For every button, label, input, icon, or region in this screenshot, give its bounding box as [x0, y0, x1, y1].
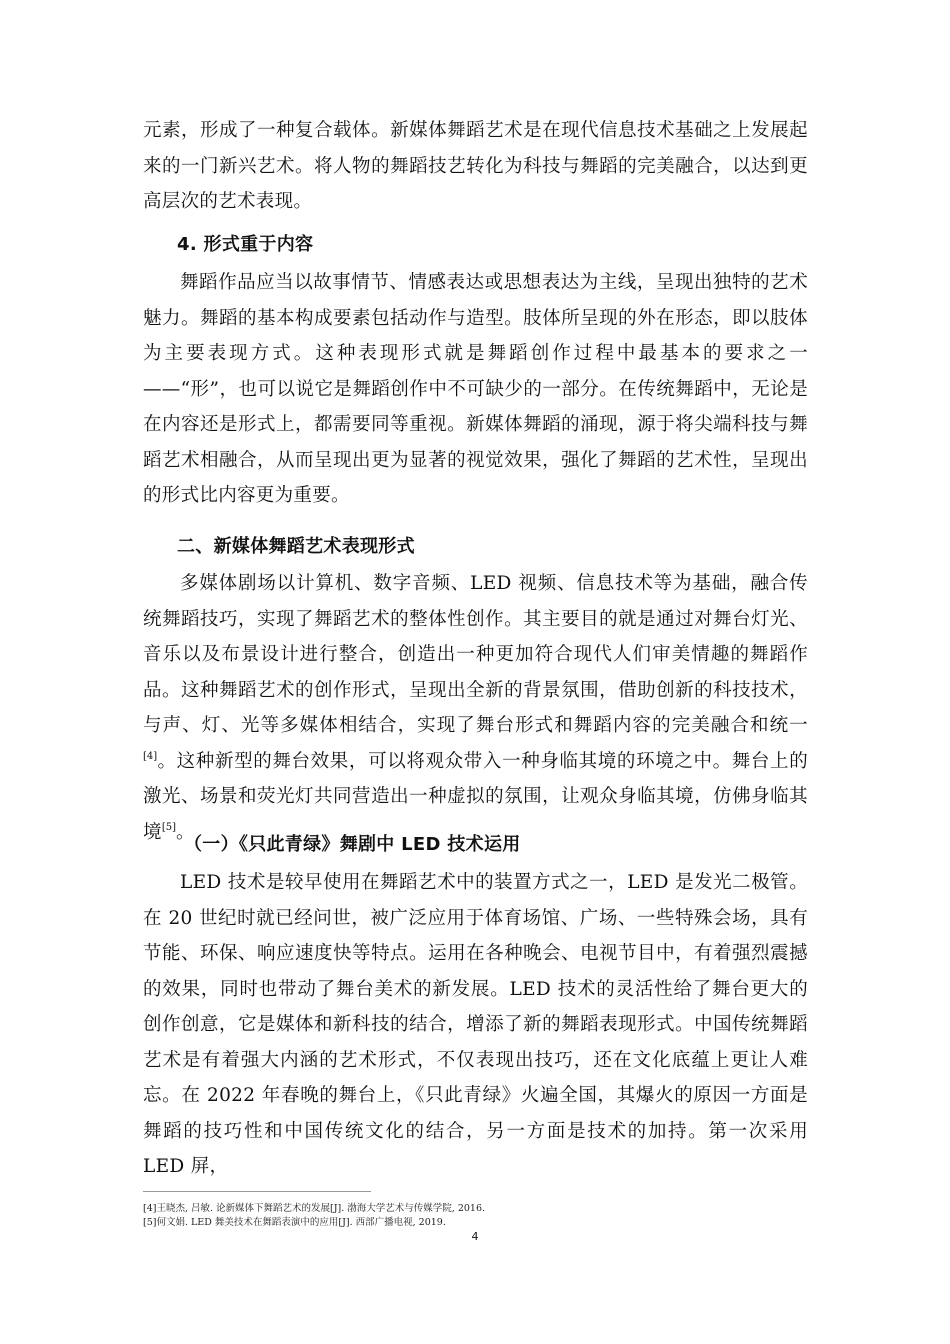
paragraph-multimedia: [143, 566, 808, 850]
paragraph-multimedia-part2: 。这种新型的舞台效果，可以将观众带入一种身临其境的环境之中。舞台上的激光、场景和荧光灯共同营造出一种虚拟的氛围，让观众身临其境，仿佛身临其境: [143, 750, 808, 843]
footnote-5: [5]何文娟. LED 舞美技术在舞蹈表演中的应用[J]. 西部广播电视, 2019.: [143, 1217, 446, 1228]
paragraph-multimedia-part3: 。: [175, 821, 195, 843]
paragraph-continued: 元素，形成了一种复合载体。新媒体舞蹈艺术是在现代信息技术基础之上发展起来的一门新兴艺术。将人物的舞蹈技艺转化为科技与舞蹈的完美融合，以达到更高层次的艺术表现。: [143, 120, 808, 212]
heading-form-over-content: 4. 形式重于内容: [177, 234, 314, 255]
paragraph-form: 舞蹈作品应当以故事情节、情感表达或思想表达为主线，呈现出独特的艺术魅力。舞蹈的基本构成要素包括动作与造型。肢体所呈现的外在形态，即以肢体为主要表现方式。这种表现形式就是舞蹈创作过程中最基本的要求之一——“形”，也可以说它是舞蹈创作中不可缺少的一部分。在传统舞蹈中，无论是在内容还是形式上，都需要同等重视。新媒体舞蹈的涌现，源于将尖端科技与舞蹈艺术相融合，从而呈现出更为显著的视觉效果，强化了舞蹈的艺术性，呈现出的形式比内容更为重要。: [143, 272, 808, 506]
section-heading: 二、新媒体舞蹈艺术表现形式: [177, 536, 415, 557]
subsection-heading: （一）《只此青绿》舞剧中 LED 技术运用: [184, 834, 521, 855]
footnote-4: [4]王晓杰, 吕敏. 论新媒体下舞蹈艺术的发展[J]. 渤海大学艺术与传媒学院, 2016.: [143, 1203, 486, 1214]
footnote-divider: [143, 1191, 371, 1192]
citation-ref-5: [5]: [161, 821, 176, 833]
page-number: 4: [471, 1230, 479, 1243]
paragraph-led: LED 技术是较早使用在舞蹈艺术中的装置方式之一，LED 是发光二极管。在 20 世纪时就已经问世，被广泛应用于体育场馆、广场、一些特殊会场，具有节能、环保、响应速度快等特点。运用在各种晚会、电视节目中，有着强烈震撼的效果，同时也带动了舞台美术的新发展。LED 技术的灵活性给了舞台更大的创作创意，它是媒体和新科技的结合，增添了新的舞蹈表现形式。中国传统舞蹈艺术是有着强大内涵的艺术形式，不仅表现出技巧，还在文化底蕴上更让人难忘。在 2022 年春晚的舞台上，《只此青绿》火遍全国，其爆火的原因一方面是舞蹈的技巧性和中国传统文化的结合，另一方面是技术的加持。第一次采用 LED 屏，: [143, 872, 808, 1177]
paragraph-multimedia-part1: 多媒体剧场以计算机、数字音频、LED 视频、信息技术等为基础，融合传统舞蹈技巧，实现了舞蹈艺术的整体性创作。其主要目的就是通过对舞台灯光、音乐以及布景设计进行整合，创造出一种更加符合现代人们审美情趣的舞蹈作品。这种舞蹈艺术的创作形式，呈现出全新的背景氛围，借助创新的科技技术，与声、灯、光等多媒体相结合，实现了舞台形式和舞蹈内容的完美融合和统一: [143, 573, 808, 736]
citation-ref-4: [4]: [143, 750, 158, 762]
